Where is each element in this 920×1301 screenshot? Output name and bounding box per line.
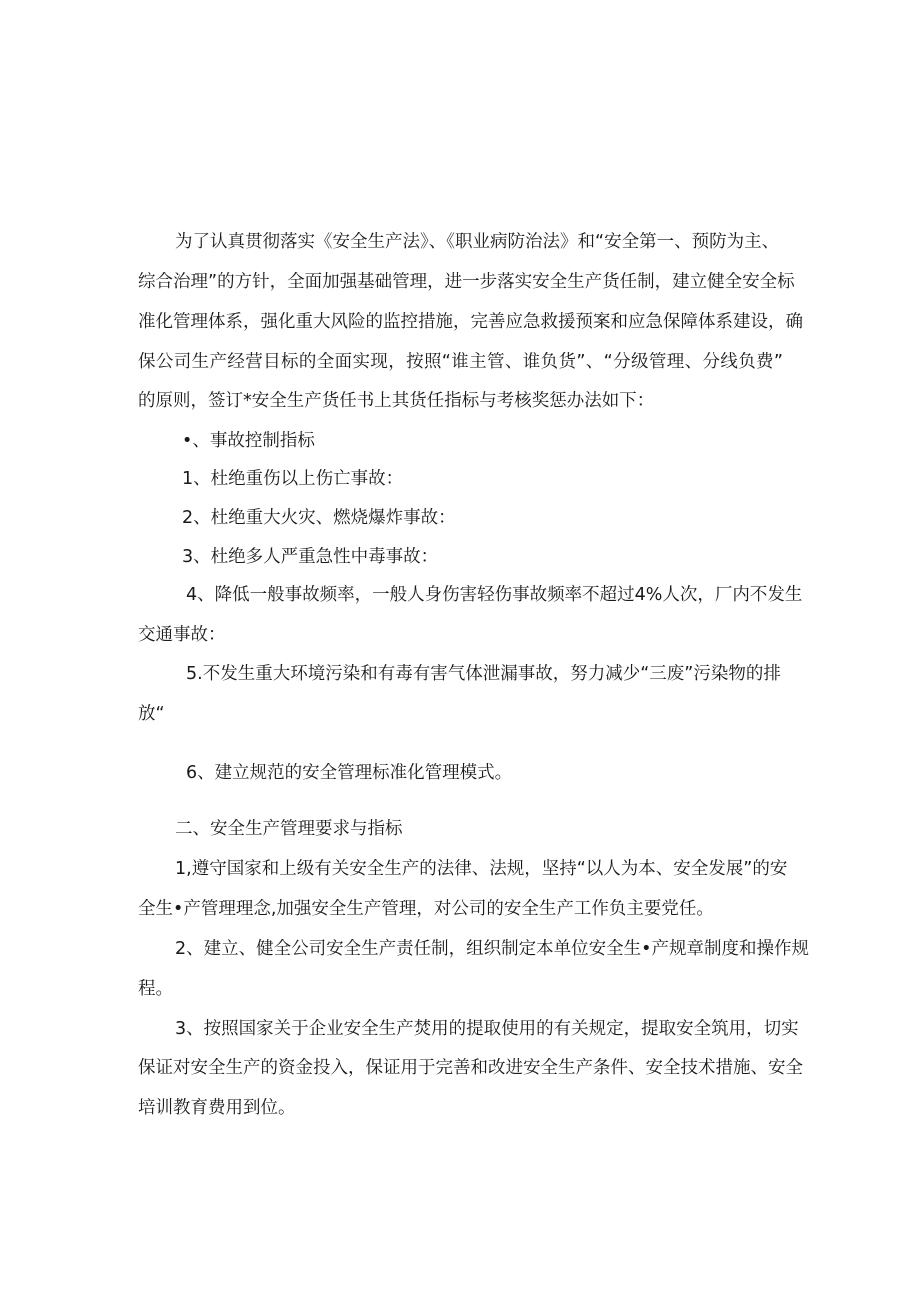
list-item: 全生•产管理理念,加强安全生产管理，对公司的安全生产工作负主要党任。 — [138, 899, 714, 919]
list-item: 保证对安全生产的资金投入，保证用于完善和改进安全生产条件、安全技术措施、安全 — [138, 1058, 803, 1078]
list-item: 1,遵守国家和上级有关安全生产的法律、法规，坚持“以人为本、安全发展”的安 — [175, 859, 788, 879]
list-item: 程。 — [138, 979, 173, 999]
list-item: 1、杜绝重伤以上伤亡事故： — [182, 469, 404, 489]
intro-line: 保公司生产经营目标的全面实现，按照“谁主管、谁负货”、“分级管理、分线负费” — [138, 352, 783, 372]
intro-line: 综合治理”的方针，全面加强基础管理，进一步落实安全生产货任制，建立健全安全标 — [138, 272, 795, 292]
list-item: 2、杜绝重大火灾、燃烧爆炸事故： — [182, 508, 456, 528]
section-heading: •、事故控制指标 — [182, 431, 315, 451]
list-item: 3、按照国家关于企业安全生产焚用的提取使用的有关规定，提取安全筑用，切实 — [175, 1019, 799, 1039]
list-item: 交通事故： — [138, 625, 226, 645]
intro-line: 为了认真贯彻落实《安全生产法》、《职业病防治法》和“安全第一、预防为主、 — [175, 232, 780, 252]
list-item: 4、降低一般事故频率，一般人身伤害轻伤事故频率不超过4%人次，厂内不发生 — [186, 585, 803, 605]
list-item: 2、建立、健全公司安全生产责任制，组织制定本单位安全生•产规章制度和操作规 — [175, 939, 809, 959]
list-item: 3、杜绝多人严重急性中毒事故： — [182, 547, 439, 567]
list-item: 放“ — [138, 704, 165, 724]
intro-line: 准化管理体系，强化重大风险的监控措施，完善应急救援预案和应急保障体系建设，确 — [138, 312, 803, 332]
list-item: 培训教育费用到位。 — [138, 1098, 296, 1118]
intro-line: 的原则，签订*安全生产货任书上其货任指标与考核奖惩办法如下： — [138, 391, 655, 411]
list-item: 5.不发生重大环境污染和有毒有害气体泄漏事故，努力减少“三废”污染物的排 — [186, 664, 781, 684]
list-item: 6、建立规范的安全管理标准化管理模式。 — [186, 763, 513, 783]
section-heading: 二、安全生产管理要求与指标 — [175, 819, 403, 839]
